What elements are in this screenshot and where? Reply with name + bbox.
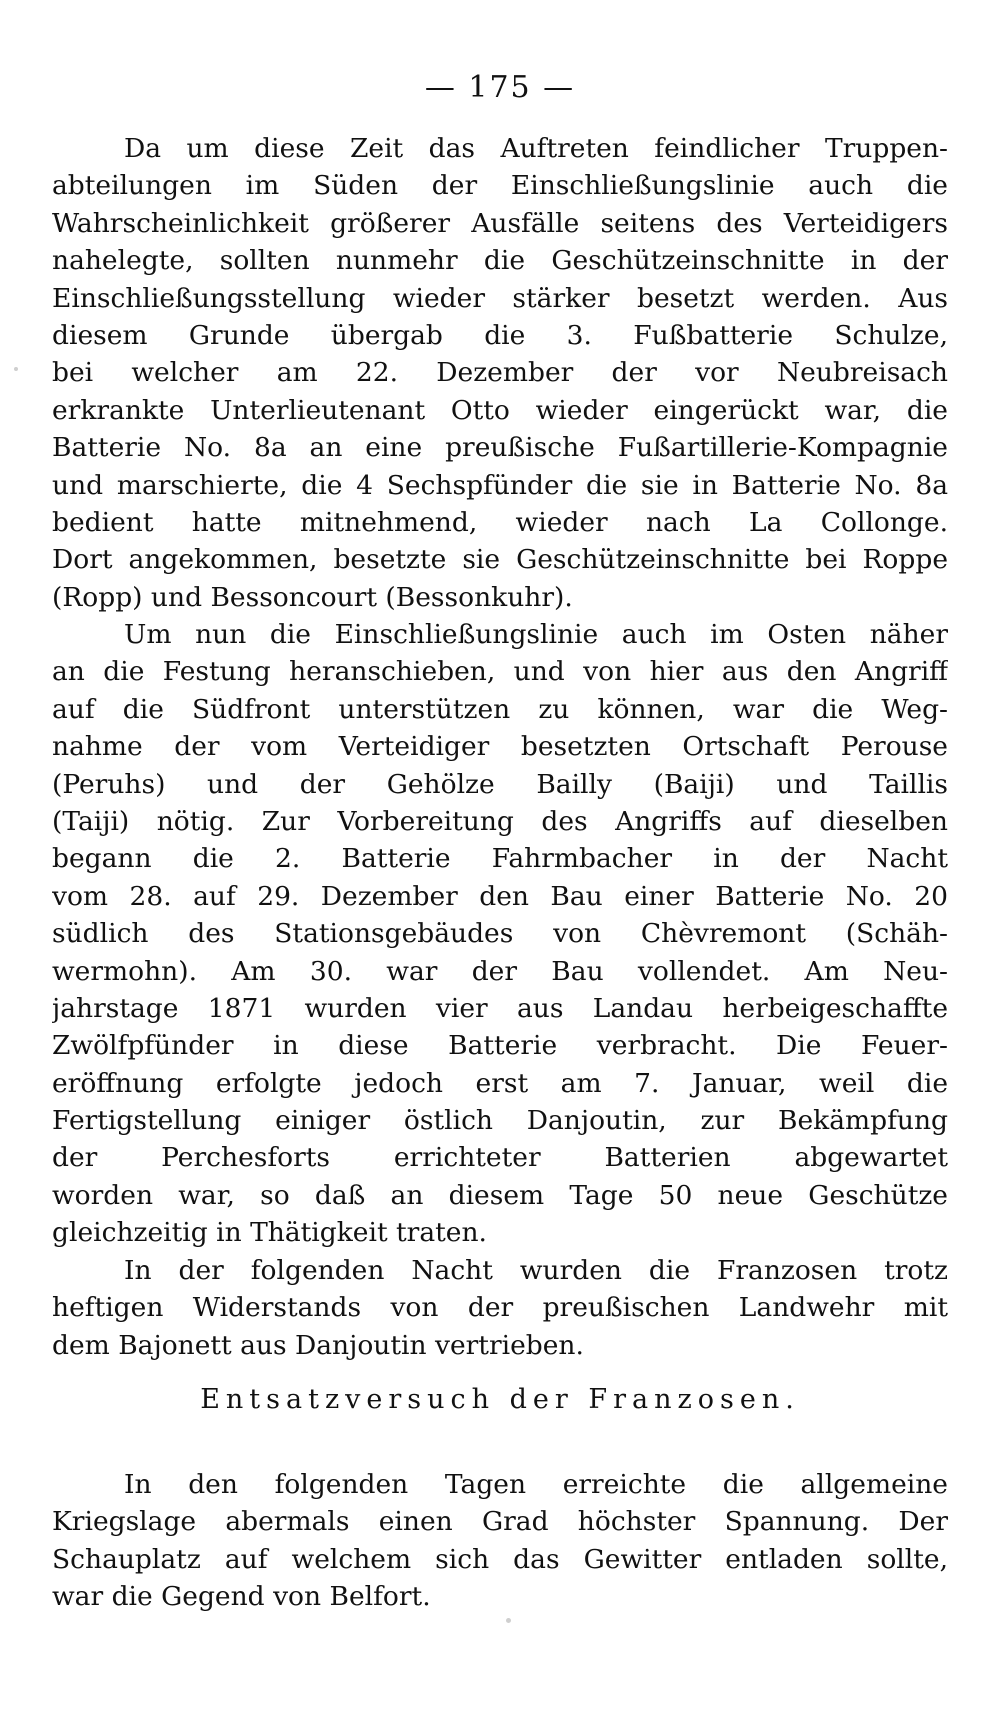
text-line: eröffnung erfolgte jedoch erst am 7. Januar, weil die (52, 1067, 948, 1099)
text-line: Batterie No. 8a an eine preußische Fußartillerie-Kompagnie (52, 432, 948, 464)
text-line: worden war, so daß an diesem Tage 50 neue Geschütze (52, 1179, 948, 1211)
text-line: (Peruhs) und der Gehölze Bailly (Baiji) und Taillis (52, 768, 948, 800)
text-line: nahme der vom Verteidiger besetzten Ortschaft Perouse (52, 731, 948, 763)
text-line: jahrstage 1871 wurden vier aus Landau herbeigeschaffte (52, 992, 948, 1024)
text-line: diesem Grunde übergab die 3. Fußbatterie Schulze, (52, 319, 948, 351)
text-line: nahelegte, sollten nunmehr die Geschützeinschnitte in der (52, 245, 948, 277)
text-line: Zwölfpfünder in diese Batterie verbracht. Die Feuer- (52, 1030, 948, 1062)
text-line: Fertigstellung einiger östlich Danjoutin, zur Bekämpfung (52, 1105, 948, 1137)
page-number: — 175 — (424, 70, 576, 105)
text-line: Um nun die Einschließungslinie auch im Osten näher (124, 619, 948, 650)
text-line: In den folgenden Tagen erreichte die allgemeine (124, 1469, 948, 1500)
section-heading: Entsatzversuch der Franzosen. (200, 1384, 800, 1415)
text-line: der Perchesforts errichteter Batterien abgewartet (52, 1142, 948, 1174)
text-line: war die Gegend von Belfort. (52, 1581, 431, 1613)
text-line: Wahrscheinlichkeit größerer Ausfälle seitens des Verteidigers (52, 207, 948, 239)
text-line: wermohn). Am 30. war der Bau vollendet. Am Neu- (52, 955, 948, 987)
margin-speck (14, 367, 18, 371)
text-line: gleichzeitig in Thätigkeit traten. (52, 1217, 487, 1249)
text-line: Dort angekommen, besetzte sie Geschützeinschnitte bei Roppe (52, 544, 948, 576)
text-line: auf die Südfront unterstützen zu können, war die Weg- (52, 693, 948, 725)
paragraph-1 (52, 130, 948, 616)
text-line: bei welcher am 22. Dezember der vor Neubreisach (52, 357, 948, 389)
text-line: erkrankte Unterlieutenant Otto wieder eingerückt war, die (52, 394, 948, 426)
text-line: dem Bajonett aus Danjoutin vertrieben. (52, 1329, 584, 1361)
paragraph-4 (52, 1466, 948, 1616)
text-line: vom 28. auf 29. Dezember den Bau einer Batterie No. 20 (52, 880, 948, 912)
paragraph-3 (52, 1252, 948, 1364)
text-line: und marschierte, die 4 Sechspfünder die sie in Batterie No. 8a (52, 469, 948, 501)
text-line: Da um diese Zeit das Auftreten feindlicher Truppen- (124, 133, 948, 164)
text-line: In der folgenden Nacht wurden die Franzosen trotz (124, 1255, 948, 1286)
text-line: Schauplatz auf welchem sich das Gewitter entladen sollte, (52, 1543, 948, 1575)
text-line: bedient hatte mitnehmend, wieder nach La Collonge. (52, 506, 948, 538)
margin-speck (506, 1618, 511, 1623)
text-line: begann die 2. Batterie Fahrmbacher in der Nacht (52, 843, 948, 875)
text-line: heftigen Widerstands von der preußischen Landwehr mit (52, 1292, 948, 1324)
text-line: südlich des Stationsgebäudes von Chèvremont (Schäh- (52, 918, 948, 950)
text-line: Einschließungsstellung wieder stärker besetzt werden. Aus (52, 282, 948, 314)
paragraph-2 (52, 616, 948, 1252)
text-line: Kriegslage abermals einen Grad höchster Spannung. Der (52, 1506, 948, 1538)
text-line: abteilungen im Süden der Einschließungslinie auch die (52, 170, 948, 202)
text-line: (Taiji) nötig. Zur Vorbereitung des Angriffs auf dieselben (52, 805, 948, 837)
text-line: (Ropp) und Bessoncourt (Bessonkuhr). (52, 581, 573, 613)
text-line: an die Festung heranschieben, und von hier aus den Angriff (52, 656, 948, 688)
